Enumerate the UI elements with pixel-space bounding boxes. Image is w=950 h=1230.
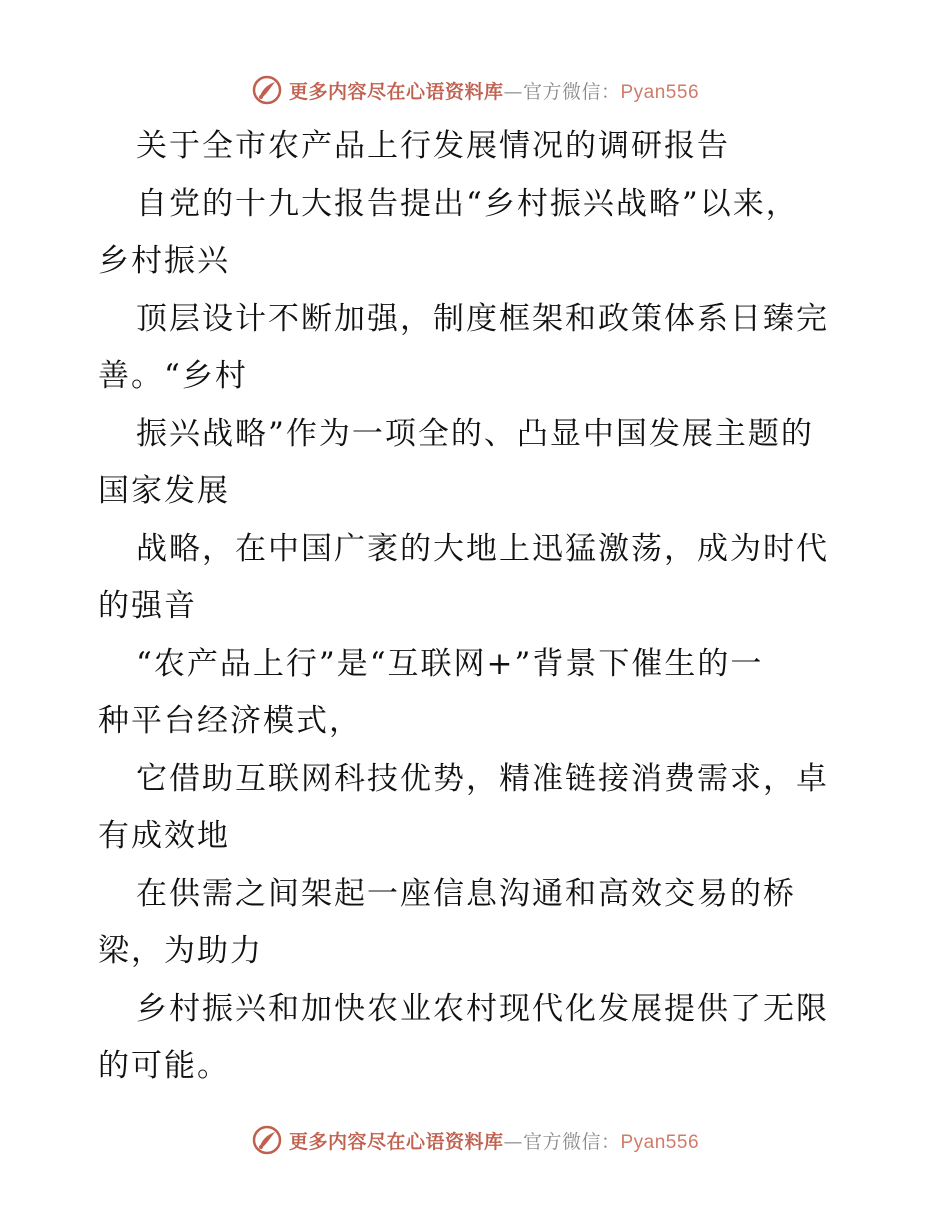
paragraph-line: 的强音 bbox=[98, 588, 197, 624]
paragraph-line: “农产品上行”是“互联网+”背景下催生的一 bbox=[136, 645, 764, 682]
watermark-brand: 更多内容尽在心语资料库 bbox=[288, 80, 504, 103]
paragraph-line: 自党的十九大报告提出“乡村振兴战略”以来， bbox=[136, 185, 799, 222]
paragraph-line: 梁，为助力 bbox=[98, 933, 263, 969]
header-watermark bbox=[0, 70, 950, 110]
watermark-label: 官方微信： bbox=[522, 1130, 621, 1153]
watermark-text bbox=[289, 77, 699, 104]
paragraph-line: 的可能。 bbox=[98, 1048, 230, 1084]
brush-logo-icon bbox=[251, 1124, 283, 1156]
watermark-id: Pyan556 bbox=[620, 81, 700, 103]
paragraph-line: 善。“乡村 bbox=[98, 358, 248, 394]
paragraph-line: 有成效地 bbox=[98, 818, 230, 854]
paragraph-line: 战略，在中国广袤的大地上迅猛激荡，成为时代 bbox=[136, 530, 829, 567]
paragraph-line: 在供需之间架起一座信息沟通和高效交易的桥 bbox=[136, 875, 796, 912]
paragraph-line: 振兴战略”作为一项全的、凸显中国发展主题的 bbox=[136, 415, 814, 452]
watermark-separator: — bbox=[503, 1130, 523, 1153]
watermark-label: 官方微信： bbox=[522, 80, 621, 103]
watermark-separator: — bbox=[503, 80, 523, 103]
paragraph-line: 它借助互联网科技优势，精准链接消费需求，卓 bbox=[136, 760, 829, 797]
footer-watermark bbox=[0, 1120, 950, 1160]
paragraph-line: 乡村振兴和加快农业农村现代化发展提供了无限 bbox=[136, 990, 829, 1027]
paragraph-line: 种平台经济模式， bbox=[98, 703, 362, 739]
paragraph-line: 国家发展 bbox=[98, 473, 230, 509]
paragraph-line: 顶层设计不断加强，制度框架和政策体系日臻完 bbox=[136, 300, 829, 337]
document-body bbox=[98, 118, 858, 1096]
watermark-id: Pyan556 bbox=[620, 1131, 700, 1153]
brush-logo-icon bbox=[251, 74, 283, 106]
paragraph-line: 乡村振兴 bbox=[98, 243, 230, 279]
watermark-text bbox=[289, 1127, 699, 1154]
document-title: 关于全市农产品上行发展情况的调研报告 bbox=[136, 128, 730, 164]
watermark-brand: 更多内容尽在心语资料库 bbox=[288, 1130, 504, 1153]
